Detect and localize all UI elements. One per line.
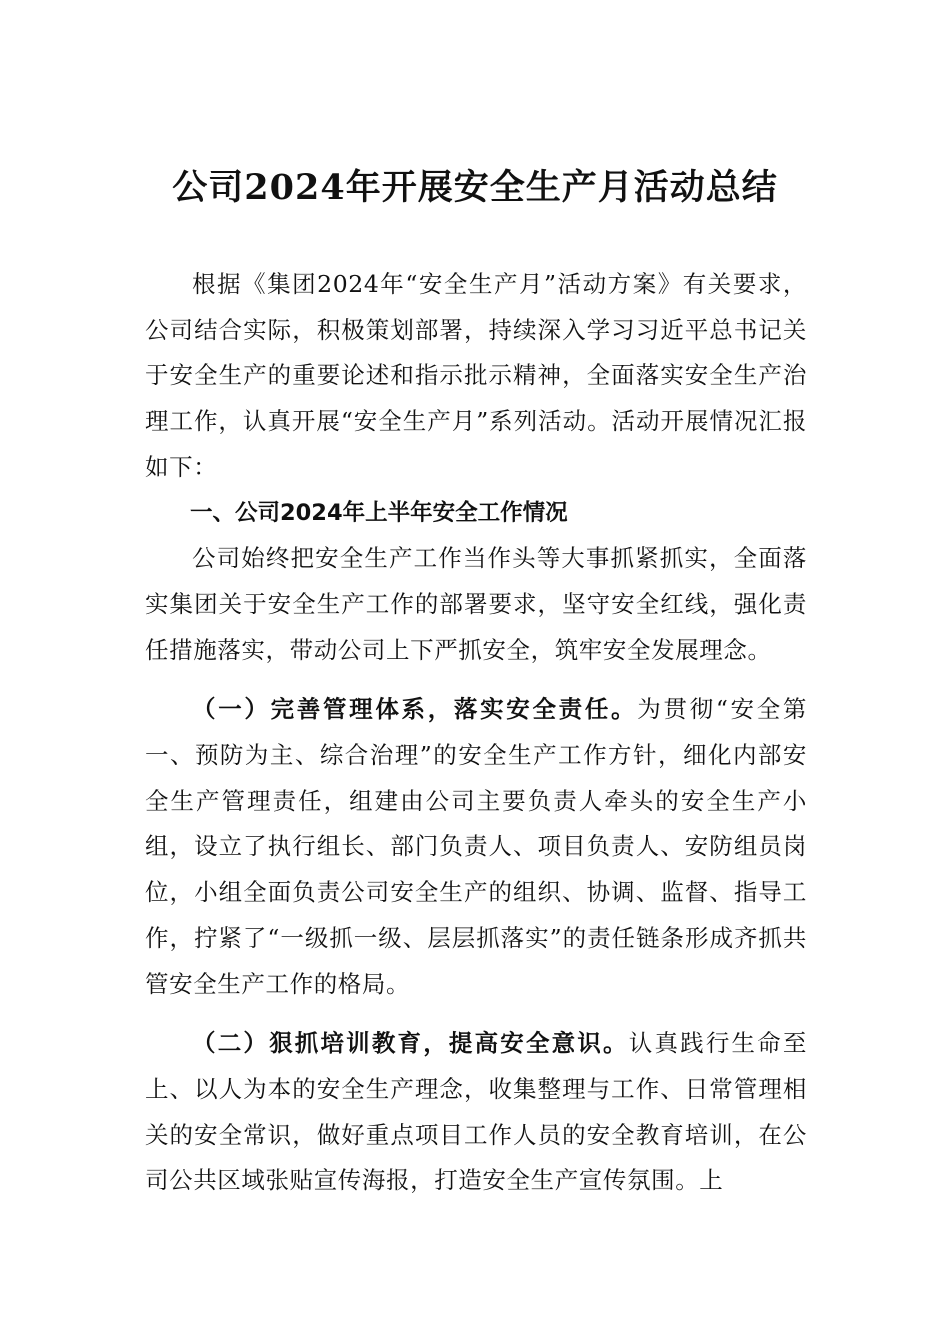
section-1-paragraph: 公司始终把安全生产工作当作头等大事抓紧抓实，全面落实集团关于安全生产工作的部署要求，坚守安全红线，强化责任措施落实，带动公司上下严抓安全，筑牢安全发展理念。 (145, 544, 807, 664)
item-2-heading: （二）狠抓培训教育，提高安全意识。 (192, 1029, 629, 1058)
item-2-paragraph (145, 1021, 807, 1204)
item-2-text: 认真践行生命至上、以人为本的安全生产理念，收集整理与工作、日常管理相关的安全常识，做好重点项目工作人员的安全教育培训，在公司公共区域张贴宣传海报，打造安全生产宣传氛围。上 (145, 1029, 807, 1195)
item-1-text: 为贯彻“安全第一、预防为主、综合治理”的安全生产工作方针，细化内部安全生产管理责任，组建由公司主要负责人牵头的安全生产小组，设立了执行组长、部门负责人、项目负责人、安防组员岗位，小组全面负责公司安全生产的组织、协调、监督、指导工作，拧紧了“一级抓一级、层层抓落实”的责任链条形成齐抓共管安全生产工作的格局。 (145, 695, 808, 998)
item-1-paragraph (145, 687, 807, 1007)
intro-paragraph: 根据《集团2024年“安全生产月”活动方案》有关要求，公司结合实际，积极策划部署，持续深入学习习近平总书记关于安全生产的重要论述和指示批示精神，全面落实安全生产治理工作，认真开展“安全生产月”系列活动。活动开展情况汇报如下： (145, 270, 807, 481)
document-title: 公司2024年开展安全生产月活动总结 (172, 167, 778, 208)
document-body (145, 262, 807, 1204)
section-heading-1: 一、公司2024年上半年安全工作情况 (190, 499, 568, 526)
item-1-heading: （一）完善管理体系，落实安全责任。 (192, 695, 638, 724)
